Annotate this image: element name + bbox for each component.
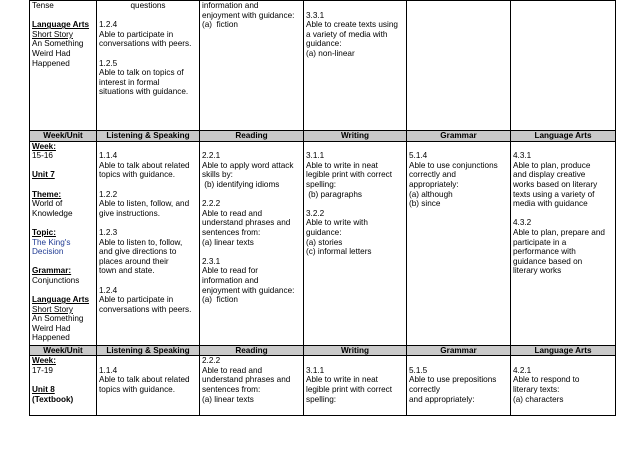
- standard-text: and display creative: [513, 170, 586, 180]
- story-title-line: Weird Had: [32, 323, 71, 333]
- standard-text: Able to listen, follow, and: [99, 199, 190, 209]
- standard-text: (a) linear texts: [202, 394, 254, 404]
- standard-code: 1.1.4: [99, 151, 118, 161]
- grammar-cell: [407, 356, 511, 416]
- standard-code: 1.2.5: [99, 58, 118, 68]
- standard-text: Able to apply word attack: [202, 160, 294, 170]
- reading-cell: [200, 356, 304, 416]
- standard-text: situations with guidance.: [99, 87, 189, 97]
- standard-text: enjoyment with guidance:: [202, 10, 295, 20]
- listening-speaking-cell: [97, 356, 200, 416]
- standard-text: Able to participate in: [99, 295, 174, 305]
- standard-code: 1.2.4: [99, 285, 118, 295]
- standard-code: 2.2.1: [202, 151, 221, 161]
- week-unit-cell: [30, 1, 97, 131]
- standard-text: Able to talk about related: [99, 375, 190, 385]
- unit-sub-label: (Textbook): [32, 394, 74, 404]
- header-week-unit: Week/Unit: [30, 345, 97, 356]
- story-title-line: Happened: [32, 333, 70, 343]
- short-story-label: Short Story: [32, 29, 73, 39]
- standard-text: Able to plan, produce: [513, 160, 591, 170]
- topic-value: Decision: [32, 247, 64, 257]
- standard-code: 3.1.1: [306, 365, 325, 375]
- standard-text: guidance based on: [513, 256, 583, 266]
- standard-code: 2.3.1: [202, 256, 221, 266]
- week-unit-cell: [30, 356, 97, 416]
- standard-text: (a) characters: [513, 394, 564, 404]
- standard-code: 5.1.5: [409, 365, 428, 375]
- header-row: [30, 345, 616, 356]
- theme-value: World of: [32, 199, 63, 209]
- standard-text: texts using a variety of: [513, 189, 595, 199]
- week-label: Week:: [32, 356, 56, 366]
- standard-text: media with guidance: [513, 199, 588, 209]
- week-label: Week:: [32, 141, 56, 151]
- standard-text: literary works: [513, 266, 562, 276]
- standard-text: interest in formal: [99, 77, 160, 87]
- standard-text: Able to write in neat: [306, 160, 378, 170]
- standard-text: Able to talk on topics of: [99, 68, 184, 78]
- standard-code: 1.2.4: [99, 20, 118, 30]
- standard-code: 2.2.2: [202, 199, 221, 209]
- header-listening-speaking: Listening & Speaking: [97, 131, 200, 142]
- lesson-plan-table: [29, 0, 616, 416]
- header-writing: Writing: [304, 131, 407, 142]
- standard-text: Able to listen to, follow,: [99, 237, 183, 247]
- topic-label: Topic:: [32, 227, 56, 237]
- standard-text: and appropriately:: [409, 394, 475, 404]
- standard-text: Able to respond to: [513, 375, 580, 385]
- unit-label: Unit 8: [32, 384, 55, 394]
- writing-cell: [304, 141, 407, 345]
- story-title-line: An Something: [32, 314, 84, 324]
- standard-text: works based on literary: [513, 179, 598, 189]
- standard-text: Able to talk about related: [99, 160, 190, 170]
- standard-text: correctly and: [409, 170, 456, 180]
- standard-text: topics with guidance.: [99, 170, 176, 180]
- standard-text: Able to create texts using: [306, 20, 398, 30]
- standard-text: Able to write with: [306, 218, 368, 228]
- standard-text: (a) fiction: [202, 295, 238, 305]
- standard-text: legible print with correct: [306, 384, 393, 394]
- standard-text: (a) although: [409, 189, 453, 199]
- standard-text: guidance:: [306, 227, 342, 237]
- unit-8-row: [30, 356, 616, 416]
- topic-value: The King's: [32, 237, 71, 247]
- grammar-cell: [407, 1, 511, 131]
- listening-speaking-cell: [97, 1, 200, 131]
- header-row: [30, 131, 616, 142]
- standard-text: (a) fiction: [202, 20, 238, 30]
- standard-text: spelling:: [306, 394, 337, 404]
- theme-value: Knowledge: [32, 208, 73, 218]
- standard-code: 4.3.1: [513, 151, 532, 161]
- continuation-row: [30, 1, 616, 131]
- standard-code: 4.3.2: [513, 218, 532, 228]
- listening-speaking-cell: [97, 141, 200, 345]
- grammar-label: Grammar:: [32, 266, 72, 276]
- week-value: 15-16: [32, 151, 53, 161]
- header-language-arts: Language Arts: [511, 131, 616, 142]
- questions-text: questions: [130, 1, 166, 10]
- standard-text: Able to read and: [202, 365, 263, 375]
- header-reading: Reading: [200, 131, 304, 142]
- standard-code: 4.2.1: [513, 365, 532, 375]
- standard-text: (a) stories: [306, 237, 343, 247]
- header-grammar: Grammar: [407, 131, 511, 142]
- reading-cell: [200, 1, 304, 131]
- standard-text: sentences from:: [202, 384, 261, 394]
- standard-text: guidance:: [306, 39, 342, 49]
- language-arts-label: Language Arts: [32, 295, 90, 305]
- standard-code: 1.1.4: [99, 365, 118, 375]
- header-week-unit: Week/Unit: [30, 131, 97, 142]
- standard-code: 1.2.2: [99, 189, 118, 199]
- header-language-arts: Language Arts: [511, 345, 616, 356]
- standard-text: conversations with peers.: [99, 304, 192, 314]
- standard-code: 1.2.3: [99, 227, 118, 237]
- standard-text: and give directions to: [99, 247, 177, 257]
- standard-code: 2.2.2: [202, 356, 221, 366]
- language-arts-cell: [511, 356, 616, 416]
- standard-code: 5.1.4: [409, 151, 428, 161]
- week-value: 17-19: [32, 365, 53, 375]
- language-arts-cell: [511, 141, 616, 345]
- header-reading: Reading: [200, 345, 304, 356]
- grammar-value: Conjunctions: [32, 275, 80, 285]
- standard-text: understand phrases and: [202, 375, 291, 385]
- standard-code: 3.1.1: [306, 151, 325, 161]
- standard-text: town and state.: [99, 266, 155, 276]
- standard-text: conversations with peers.: [99, 39, 192, 49]
- unit-label: Unit 7: [32, 170, 55, 180]
- standard-text: topics with guidance.: [99, 384, 176, 394]
- short-story-label: Short Story: [32, 304, 73, 314]
- standard-text: skills by:: [202, 170, 233, 180]
- reading-cell: [200, 141, 304, 345]
- writing-cell: [304, 1, 407, 131]
- standard-code: 3.3.1: [306, 10, 325, 20]
- standard-text: (b) paragraphs: [306, 189, 362, 199]
- standard-text: Able to plan, prepare and: [513, 227, 605, 237]
- standard-text: information and: [202, 275, 259, 285]
- standard-text: performance with: [513, 247, 576, 257]
- standard-text: sentences from:: [202, 227, 261, 237]
- standard-text: appropriately:: [409, 179, 459, 189]
- story-title-line: Happened: [32, 58, 70, 68]
- standard-text: places around their: [99, 256, 169, 266]
- header-grammar: Grammar: [407, 345, 511, 356]
- standard-text: give instructions.: [99, 208, 160, 218]
- unit-7-row: [30, 141, 616, 345]
- theme-label: Theme:: [32, 189, 62, 199]
- standard-text: a variety of media with: [306, 29, 388, 39]
- standard-text: (c) informal letters: [306, 247, 372, 257]
- tense-text: Tense: [32, 1, 54, 10]
- writing-cell: [304, 356, 407, 416]
- story-title-line: Weird Had: [32, 48, 71, 58]
- standard-text: (a) non-linear: [306, 48, 355, 58]
- standard-text: legible print with correct: [306, 170, 393, 180]
- header-writing: Writing: [304, 345, 407, 356]
- language-arts-cell: [511, 1, 616, 131]
- standard-text: Able to participate in: [99, 29, 174, 39]
- story-title-line: An Something: [32, 39, 84, 49]
- standard-text: participate in a: [513, 237, 567, 247]
- week-unit-cell: [30, 141, 97, 345]
- standard-text: understand phrases and: [202, 218, 291, 228]
- language-arts-label: Language Arts: [32, 20, 90, 30]
- standard-text: enjoyment with guidance:: [202, 285, 295, 295]
- standard-text: correctly: [409, 384, 440, 394]
- standard-code: 3.2.2: [306, 208, 325, 218]
- standard-text: Able to use conjunctions: [409, 160, 498, 170]
- standard-text: Able to write in neat: [306, 375, 378, 385]
- grammar-cell: [407, 141, 511, 345]
- standard-text: Able to use prepositions: [409, 375, 497, 385]
- standard-text: spelling:: [306, 179, 337, 189]
- standard-text: (a) linear texts: [202, 237, 254, 247]
- standard-text: information and: [202, 1, 259, 10]
- standard-text: literary texts:: [513, 384, 560, 394]
- standard-text: Able to read and: [202, 208, 263, 218]
- standard-text: Able to read for: [202, 266, 258, 276]
- standard-text: (b) identifying idioms: [202, 179, 280, 189]
- header-listening-speaking: Listening & Speaking: [97, 345, 200, 356]
- standard-text: (b) since: [409, 199, 441, 209]
